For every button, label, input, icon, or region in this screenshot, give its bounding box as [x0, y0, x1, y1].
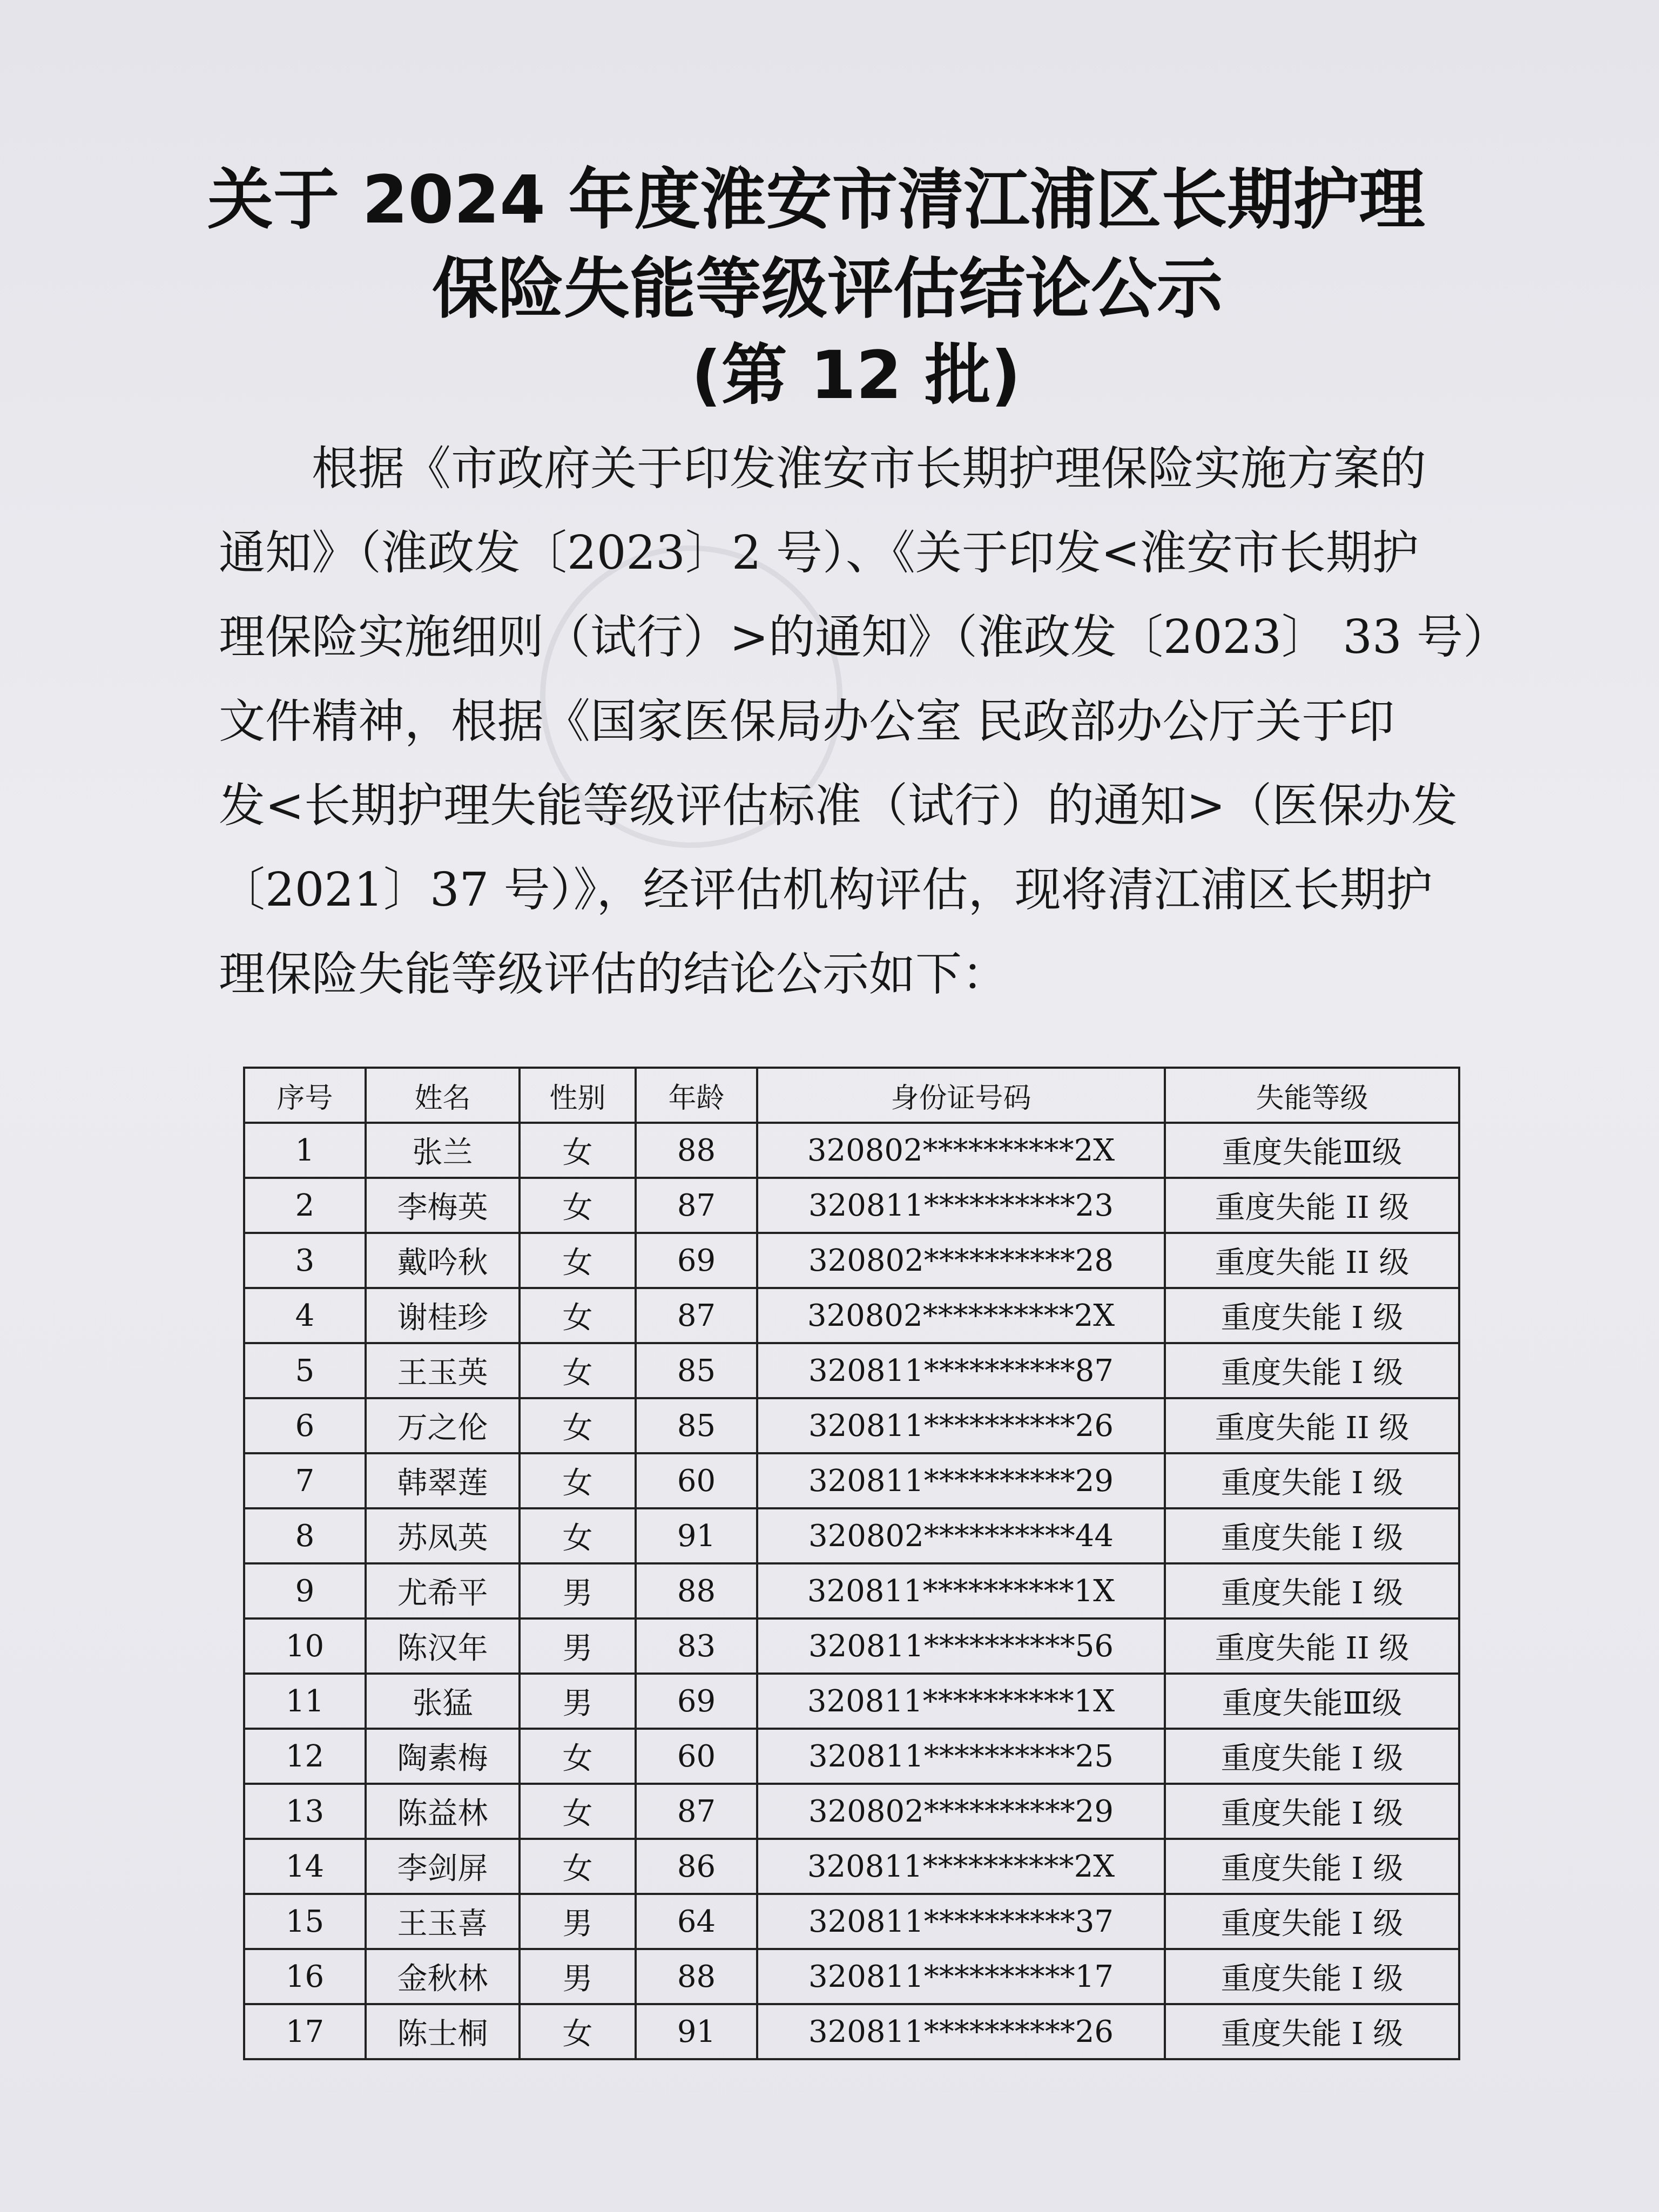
cell-id-number: 320802**********28 — [757, 1233, 1165, 1288]
document-title-batch: (第 12 批) — [691, 337, 1021, 414]
cell-gender: 女 — [520, 1453, 636, 1508]
table-row — [244, 1508, 1459, 1563]
cell-disability-level: 重度失能 II 级 — [1165, 1618, 1459, 1674]
cell-age: 86 — [636, 1839, 757, 1894]
cell-name: 陈益林 — [366, 1784, 520, 1839]
assessment-result-table — [243, 1067, 1460, 2060]
cell-disability-level: 重度失能 I 级 — [1165, 1839, 1459, 1894]
cell-serial: 3 — [244, 1233, 366, 1288]
cell-age: 91 — [636, 1508, 757, 1563]
table-row — [244, 1674, 1459, 1729]
cell-age: 85 — [636, 1343, 757, 1398]
cell-age: 87 — [636, 1288, 757, 1343]
body-line: 发<长期护理失能等级评估标准（试行）的通知>（医保办发 — [219, 779, 1458, 833]
table-row — [244, 1453, 1459, 1508]
cell-disability-level: 重度失能 II 级 — [1165, 1178, 1459, 1233]
table-body — [244, 1123, 1459, 2059]
table-row — [244, 1894, 1459, 1949]
cell-name: 张猛 — [366, 1674, 520, 1729]
cell-serial: 1 — [244, 1123, 366, 1178]
notice-body-paragraph — [219, 427, 1510, 1016]
table-row — [244, 1288, 1459, 1343]
cell-disability-level: 重度失能 I 级 — [1165, 1508, 1459, 1563]
body-line: 文件精神，根据《国家医保局办公室 民政部办公厅关于印 — [219, 694, 1395, 748]
cell-id-number: 320811**********26 — [757, 2004, 1165, 2059]
cell-serial: 8 — [244, 1508, 366, 1563]
table-row — [244, 1563, 1459, 1618]
cell-name: 谢桂珍 — [366, 1288, 520, 1343]
cell-disability-level: 重度失能Ⅲ级 — [1165, 1674, 1459, 1729]
cell-name: 陈汉年 — [366, 1618, 520, 1674]
cell-serial: 17 — [244, 2004, 366, 2059]
cell-disability-level: 重度失能 I 级 — [1165, 1563, 1459, 1618]
table-row — [244, 1949, 1459, 2004]
header-id-number: 身份证号码 — [757, 1068, 1165, 1123]
cell-id-number: 320802**********2X — [757, 1288, 1165, 1343]
cell-disability-level: 重度失能 I 级 — [1165, 1949, 1459, 2004]
cell-id-number: 320802**********29 — [757, 1784, 1165, 1839]
cell-serial: 14 — [244, 1839, 366, 1894]
cell-id-number: 320802**********44 — [757, 1508, 1165, 1563]
cell-serial: 12 — [244, 1729, 366, 1784]
table-row — [244, 1233, 1459, 1288]
cell-disability-level: 重度失能 I 级 — [1165, 1894, 1459, 1949]
cell-name: 陶素梅 — [366, 1729, 520, 1784]
cell-disability-level: 重度失能 I 级 — [1165, 1288, 1459, 1343]
cell-serial: 9 — [244, 1563, 366, 1618]
body-line: 通知》（淮政发〔2023〕2 号）、《关于印发<淮安市长期护 — [219, 526, 1419, 580]
cell-gender: 男 — [520, 1563, 636, 1618]
table-row — [244, 1343, 1459, 1398]
body-line: 理保险失能等级评估的结论公示如下： — [219, 947, 1008, 1001]
cell-gender: 男 — [520, 1949, 636, 2004]
cell-id-number: 320811**********25 — [757, 1729, 1165, 1784]
cell-name: 万之伦 — [366, 1398, 520, 1453]
cell-serial: 15 — [244, 1894, 366, 1949]
table-row — [244, 1839, 1459, 1894]
cell-disability-level: 重度失能 I 级 — [1165, 1729, 1459, 1784]
cell-age: 87 — [636, 1178, 757, 1233]
cell-name: 尤希平 — [366, 1563, 520, 1618]
cell-age: 60 — [636, 1453, 757, 1508]
cell-age: 83 — [636, 1618, 757, 1674]
cell-gender: 男 — [520, 1618, 636, 1674]
cell-serial: 13 — [244, 1784, 366, 1839]
body-line: 理保险实施细则（试行）>的通知》（淮政发〔2023〕 33 号） — [219, 610, 1510, 664]
cell-id-number: 320802**********2X — [757, 1123, 1165, 1178]
cell-disability-level: 重度失能 I 级 — [1165, 2004, 1459, 2059]
cell-serial: 7 — [244, 1453, 366, 1508]
cell-disability-level: 重度失能 II 级 — [1165, 1398, 1459, 1453]
cell-serial: 16 — [244, 1949, 366, 2004]
cell-gender: 女 — [520, 1123, 636, 1178]
cell-gender: 男 — [520, 1894, 636, 1949]
cell-gender: 女 — [520, 1508, 636, 1563]
cell-disability-level: 重度失能 I 级 — [1165, 1453, 1459, 1508]
cell-disability-level: 重度失能 II 级 — [1165, 1233, 1459, 1288]
cell-gender: 女 — [520, 1288, 636, 1343]
table-row — [244, 1178, 1459, 1233]
cell-gender: 女 — [520, 1729, 636, 1784]
cell-gender: 女 — [520, 1398, 636, 1453]
table-row — [244, 2004, 1459, 2059]
cell-serial: 5 — [244, 1343, 366, 1398]
cell-age: 91 — [636, 2004, 757, 2059]
cell-age: 87 — [636, 1784, 757, 1839]
cell-serial: 4 — [244, 1288, 366, 1343]
cell-gender: 女 — [520, 1343, 636, 1398]
document-title-line-2: 保险失能等级评估结论公示 — [432, 251, 1223, 327]
cell-name: 张兰 — [366, 1123, 520, 1178]
cell-age: 64 — [636, 1894, 757, 1949]
cell-name: 戴吟秋 — [366, 1233, 520, 1288]
cell-id-number: 320811**********87 — [757, 1343, 1165, 1398]
table-row — [244, 1729, 1459, 1784]
cell-name: 李剑屏 — [366, 1839, 520, 1894]
header-gender: 性别 — [520, 1068, 636, 1123]
cell-serial: 11 — [244, 1674, 366, 1729]
cell-id-number: 320811**********1X — [757, 1563, 1165, 1618]
table-row — [244, 1123, 1459, 1178]
document-title-line-1: 关于 2024 年度淮安市清江浦区长期护理 — [207, 161, 1425, 238]
cell-disability-level: 重度失能Ⅲ级 — [1165, 1123, 1459, 1178]
table-row — [244, 1398, 1459, 1453]
cell-gender: 女 — [520, 1178, 636, 1233]
body-line: 〔2021〕37 号）》，经评估机构评估，现将清江浦区长期护 — [219, 863, 1433, 917]
header-serial: 序号 — [244, 1068, 366, 1123]
cell-name: 金秋林 — [366, 1949, 520, 2004]
cell-id-number: 320811**********1X — [757, 1674, 1165, 1729]
cell-gender: 男 — [520, 1674, 636, 1729]
cell-age: 69 — [636, 1674, 757, 1729]
cell-disability-level: 重度失能 I 级 — [1165, 1784, 1459, 1839]
cell-id-number: 320811**********23 — [757, 1178, 1165, 1233]
header-name: 姓名 — [366, 1068, 520, 1123]
cell-age: 60 — [636, 1729, 757, 1784]
cell-serial: 2 — [244, 1178, 366, 1233]
cell-serial: 10 — [244, 1618, 366, 1674]
cell-id-number: 320811**********56 — [757, 1618, 1165, 1674]
body-line: 根据《市政府关于印发淮安市长期护理保险实施方案的 — [312, 442, 1426, 496]
cell-name: 陈士桐 — [366, 2004, 520, 2059]
cell-name: 李梅英 — [366, 1178, 520, 1233]
table-header-row — [244, 1068, 1459, 1123]
cell-gender: 女 — [520, 1784, 636, 1839]
table-row — [244, 1618, 1459, 1674]
header-disability-level: 失能等级 — [1165, 1068, 1459, 1123]
cell-age: 88 — [636, 1563, 757, 1618]
cell-name: 苏凤英 — [366, 1508, 520, 1563]
header-age: 年龄 — [636, 1068, 757, 1123]
cell-age: 88 — [636, 1949, 757, 2004]
cell-id-number: 320811**********17 — [757, 1949, 1165, 2004]
cell-id-number: 320811**********37 — [757, 1894, 1165, 1949]
cell-age: 85 — [636, 1398, 757, 1453]
cell-disability-level: 重度失能 I 级 — [1165, 1343, 1459, 1398]
cell-gender: 女 — [520, 2004, 636, 2059]
cell-name: 王玉英 — [366, 1343, 520, 1398]
cell-id-number: 320811**********26 — [757, 1398, 1165, 1453]
cell-gender: 女 — [520, 1233, 636, 1288]
cell-name: 韩翠莲 — [366, 1453, 520, 1508]
cell-id-number: 320811**********2X — [757, 1839, 1165, 1894]
cell-serial: 6 — [244, 1398, 366, 1453]
cell-name: 王玉喜 — [366, 1894, 520, 1949]
cell-gender: 女 — [520, 1839, 636, 1894]
table-row — [244, 1784, 1459, 1839]
cell-age: 88 — [636, 1123, 757, 1178]
cell-id-number: 320811**********29 — [757, 1453, 1165, 1508]
cell-age: 69 — [636, 1233, 757, 1288]
